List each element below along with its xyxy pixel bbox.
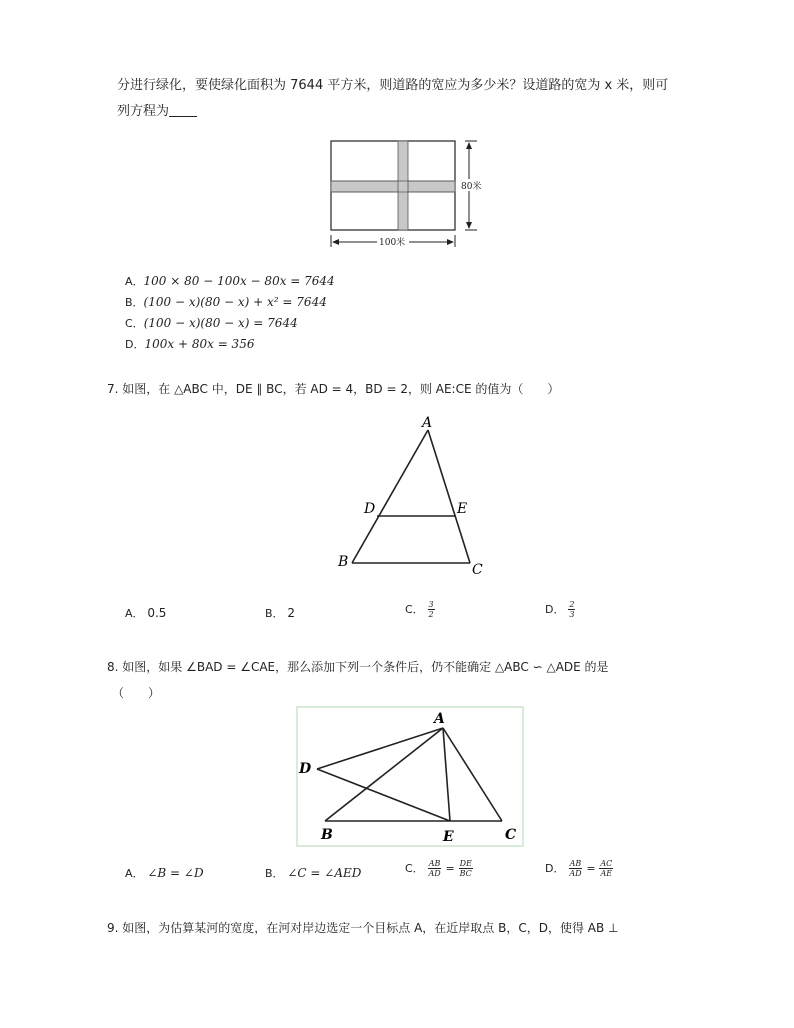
height-label: 80米	[461, 182, 482, 192]
q6-road-figure	[325, 135, 495, 255]
vertex-c-label: C	[472, 562, 483, 578]
q6-stem-text: 列方程为	[117, 104, 170, 119]
q7-stem: 7. 如图，在 △ABC 中，DE ∥ BC，若 AD = 4，BD = 2，则 AE:CE 的值为（ ）	[107, 382, 560, 396]
fraction: $\frac{DE}{BC}$	[459, 859, 472, 878]
point-d-label: D	[364, 501, 376, 517]
side-ab	[352, 430, 428, 563]
q8-option-a[interactable]: A． ∠B = ∠D	[125, 866, 204, 880]
q7-option-c[interactable]: C． $\frac{3}{2}$	[405, 600, 434, 619]
q8-stem-line1: 8. 如图，如果 ∠BAD = ∠CAE，那么添加下列一个条件后，仍不能确定 △ABC ∽ △ADE 的是	[107, 660, 609, 674]
q6-option-a[interactable]: A．100 × 80 − 100x − 80x = 7644	[125, 274, 335, 288]
vertex-b-label: B	[321, 827, 333, 843]
vertex-a-label: A	[422, 415, 433, 431]
fraction: $\frac{AC}{AE}$	[600, 859, 613, 878]
q7-triangle-figure	[330, 410, 490, 580]
q8-stem-line2: （ ）	[112, 686, 161, 700]
q6-option-d[interactable]: D．100x + 80x = 356	[125, 337, 255, 351]
q7-option-b[interactable]: B． 2	[265, 606, 296, 620]
vertex-a-label: A	[434, 711, 445, 727]
fraction: $\frac{3}{2}$	[428, 600, 434, 619]
side-ac	[428, 430, 470, 563]
q6-stem-line2	[117, 102, 197, 122]
q8-option-b[interactable]: B． ∠C = ∠AED	[265, 866, 362, 880]
fraction: $\frac{2}{3}$	[569, 600, 575, 619]
horizontal-road	[331, 181, 455, 192]
q7-option-d[interactable]: D． $\frac{2}{3}$	[545, 600, 575, 619]
q8-triangle-figure	[295, 705, 527, 850]
fraction: $\frac{AB}{AD}$	[569, 859, 582, 878]
q9-stem: 9. 如图，为估算某河的宽度，在河对岸边选定一个目标点 A，在近岸取点 B，C，D，使得 AB ⊥	[107, 921, 619, 935]
q6-stem-line1: 分进行绿化，要使绿化面积为 7644 平方米，则道路的宽应为多少米？设道路的宽为 x 米，则可	[117, 78, 669, 93]
vertex-b-label: B	[338, 554, 349, 570]
q8-option-c[interactable]: C． $\frac{AB}{AD}$ = $\frac{DE}{BC}$	[405, 859, 472, 878]
q6-option-c[interactable]: C．(100 − x)(80 − x) = 7644	[125, 316, 298, 330]
vertical-road	[398, 141, 408, 230]
width-label: 100米	[379, 238, 406, 248]
answer-blank	[169, 102, 197, 117]
point-d-label: D	[299, 761, 312, 777]
q8-option-d[interactable]: D． $\frac{AB}{AD}$ = $\frac{AC}{AE}$	[545, 859, 613, 878]
point-e-label: E	[443, 829, 454, 845]
point-e-label: E	[457, 501, 468, 517]
q7-option-a[interactable]: A． 0.5	[125, 606, 167, 620]
q6-option-b[interactable]: B．(100 − x)(80 − x) + x² = 7644	[125, 295, 327, 309]
vertex-c-label: C	[505, 827, 517, 843]
fraction: $\frac{AB}{AD}$	[428, 859, 441, 878]
